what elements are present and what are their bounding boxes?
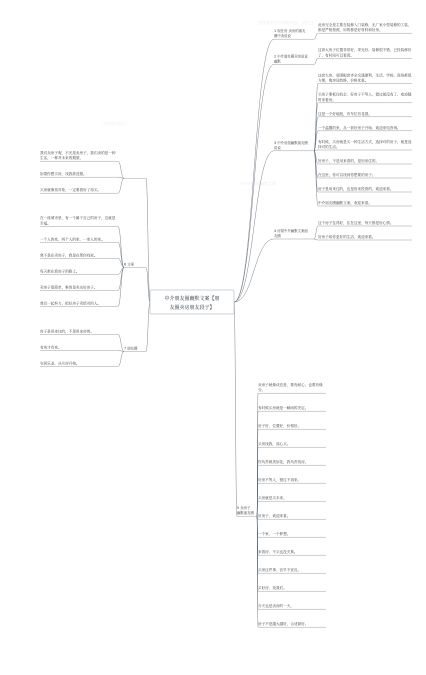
left-branch-2-item-6-text: 我们一起努力，把好房子卖给对的人。 [40, 301, 102, 306]
left-branch-1-item-2-text: 如果你想买房，找我准没错。 [40, 172, 87, 177]
left-branch-1-item-3[interactable] [40, 187, 118, 193]
right-branch-5-text: 5 卖房子 [237, 506, 251, 511]
left-branch-1-item-1[interactable] [40, 150, 118, 161]
right-branch-5-item-1-text: 卖房子就像谈恋爱，要有耐心，也要有缘 [258, 383, 323, 387]
right-branch-3-item-4[interactable] [318, 125, 412, 131]
right-branch-5-item-12[interactable] [258, 585, 326, 591]
right-branch-4-item-2[interactable] [318, 234, 412, 240]
right-branch-4-item-2-text: 好房子给你更好的生活，欢迎来看。 [318, 235, 376, 239]
right-branch-5-text: 幽默朋友圈 [237, 511, 254, 516]
left-branch-2-item-4[interactable] [40, 268, 118, 274]
right-branch-2-item-1[interactable] [318, 47, 412, 58]
edge-center-right-3 [234, 151, 274, 302]
edge-left-2-6 [118, 267, 124, 306]
right-branch-2-item-1-text: 了，有时间可以看看。 [318, 53, 354, 58]
right-branch-5-item-10[interactable] [258, 549, 326, 555]
left-branch-2-item-6[interactable] [40, 300, 118, 306]
central-topic[interactable] [150, 290, 234, 314]
right-branch-2-text: 2 中介朋友圈卖房说说 [274, 54, 308, 59]
right-branch-3-item-7[interactable] [318, 172, 412, 178]
right-branch-3-text: 3 中介房屋幽默朋友圈 [274, 140, 308, 145]
right-branch-1-item-1-text: 都是严格按照，用的都是好材料和好房。 [318, 28, 383, 33]
right-branch-4-item-1-text: 这个房子住得好，住在这里，每天都是好心情。 [318, 221, 394, 225]
right-branch-3[interactable] [274, 140, 314, 151]
left-branch-3-item-3[interactable] [40, 360, 118, 366]
right-branch-1-text: 1 现在房 卖房的朋友 [274, 29, 306, 34]
left-branch-3-item-1-text: 房子是用来住的，不是用来炒的。 [40, 329, 94, 334]
right-branch-2-item-1-text: 这套大房子位置非常好，采光好，装修很不错，已经装修好 [318, 48, 412, 53]
left-branch-2-item-3-text: 我不是在卖房子，我是在帮你找家。 [40, 253, 98, 258]
left-branch-1-item-3-text: 买房就像找对象，一定要看好了再买。 [40, 188, 102, 193]
right-branch-5-item-5[interactable] [258, 459, 326, 465]
left-branch-3-item-2[interactable] [40, 344, 118, 350]
right-branch-3-item-1-text: 这套大房，周围配套齐全交通便利，生活，学校，商场都很 [318, 73, 412, 78]
right-branch-3-item-5-text: 择对的生活。 [318, 145, 340, 149]
connector-layer [118, 33, 318, 627]
right-branch-5-item-6[interactable] [258, 477, 326, 483]
right-branch-5-item-1[interactable] [258, 382, 326, 393]
left-branch-3[interactable] [124, 345, 146, 351]
right-branch-5-item-4[interactable] [258, 441, 326, 447]
left-branch-1-item-1-text: 生活，一种对未来的期望。 [40, 156, 84, 161]
right-branch-3-item-7-text: 在这里，你可以找到你想要的房子。 [318, 173, 376, 177]
right-branch-4-text: 4 房屋中介幽默文案朋 [274, 229, 308, 233]
left-branch-1-item-2[interactable] [40, 171, 118, 177]
right-branch-4-item-1[interactable] [318, 220, 412, 226]
right-branch-3-item-9[interactable] [318, 200, 412, 206]
left-branch-2-item-1-text: 在一座城市里，有一个属于自己的房子，这就是 [40, 216, 116, 221]
right-branch-5-item-4-text: 买房找我，放心买。 [258, 442, 291, 447]
right-branch-5-item-10-text: 来看房，不买也没关系。 [258, 550, 298, 555]
right-branch-1-text: 圈中卖说说 [274, 34, 291, 39]
right-branch-3-item-1[interactable] [318, 72, 412, 83]
edge-left-3-3 [118, 351, 124, 366]
right-branch-3-item-2-text: 买房子要抓住机会，好房子不等人，错过就没有了，欢迎随 [318, 92, 412, 97]
right-branch-5-item-11[interactable] [258, 567, 326, 573]
left-branch-3-item-3-text: 安居乐业，从买房开始。 [40, 361, 80, 366]
edge-center-left-3 [146, 302, 150, 351]
right-branch-3-item-8-text: 房子是用来住的，也是用来投资的，欢迎来看。 [318, 187, 394, 191]
right-branch-5-item-13[interactable] [258, 603, 326, 609]
left-branch-2-item-2-text: 一个人的家，两个人的家，一家人的家。 [40, 237, 105, 242]
right-branch-3-item-5[interactable] [318, 139, 412, 150]
central-topic-line-2: 友圈卖房朋友段子】 [169, 305, 215, 311]
left-branch-2-item-2[interactable] [40, 236, 118, 242]
right-branch-5-item-8-text: 好房子，欢迎来看。 [258, 514, 291, 519]
watermark-text: 想要获取更多精彩内容，请关注： [258, 20, 318, 25]
right-branch-3-item-2[interactable] [318, 92, 412, 103]
central-topic-line-1: 中介朋友圈幽默文案【朋 [164, 296, 220, 302]
edge-right-2-1 [314, 58, 318, 64]
left-branch-2-text: 6 文案 [124, 262, 135, 267]
right-branch-5-item-5-text: 你负责貌美如花，我负责找房。 [258, 460, 309, 465]
right-branch-3-item-3-text: 这是一个好地段，有车位有花园。 [318, 111, 372, 116]
right-branch-5-item-9[interactable] [258, 531, 326, 537]
right-branch-5-item-1-text: 分。 [258, 388, 266, 393]
left-branch-3-item-1[interactable] [40, 328, 118, 334]
right-branch-1-item-1[interactable] [318, 22, 412, 33]
edge-right-4-2 [314, 239, 318, 240]
left-branch-2-item-4-text: 每天都在看房子的路上。 [40, 269, 80, 274]
right-branch-1[interactable] [274, 28, 314, 39]
right-branch-3-text: 说说 [274, 145, 281, 150]
right-branch-3-item-9-text: 中介朋友圈幽默文案，欢迎来看。 [318, 201, 372, 205]
right-branch-3-item-4-text: 一个温馨的家，从一套好房子开始，欢迎来电咨询。 [318, 125, 401, 130]
watermark-text: 中介朋友圈幽默文案 [240, 181, 276, 186]
right-branch-4[interactable] [274, 228, 314, 239]
right-branch-5-item-13-text: 今天也是卖房的一天。 [258, 604, 294, 609]
left-branch-2[interactable] [124, 261, 146, 267]
right-branch-2[interactable] [274, 53, 314, 64]
watermark-layer [103, 19, 318, 186]
right-branch-5-item-2-text: 有时候买房就是一瞬间的决定。 [258, 406, 309, 411]
left-branch-2-item-5[interactable] [40, 284, 118, 290]
right-branch-5-item-9-text: 一个家，一个梦想。 [258, 532, 291, 537]
edge-left-2-1 [118, 226, 124, 267]
right-branch-3-item-6-text: 好房子，不是用来看的，是用来住的。 [318, 159, 380, 163]
left-branch-2-item-1-text: 幸福。 [40, 221, 51, 226]
right-branch-5-item-2[interactable] [258, 405, 326, 411]
left-branch-2-item-5-text: 卖房子很简单，难的是卖出好房子。 [40, 285, 98, 290]
node-layer [40, 22, 412, 627]
edge-center-right-1 [234, 39, 274, 302]
right-branch-5-item-8[interactable] [258, 513, 326, 519]
right-branch-5-item-12-text: 买好房，找我们。 [258, 586, 287, 591]
left-branch-2-item-3[interactable] [40, 252, 118, 258]
right-branch-3-item-8[interactable] [318, 186, 412, 192]
right-branch-1-item-1-text: 此房完全是主要在装修入门装修，无厂家小型装修的工装， [318, 23, 412, 27]
edge-right-1-1 [314, 33, 318, 39]
right-branch-5-item-7[interactable] [258, 495, 326, 501]
right-branch-3-item-6[interactable] [318, 158, 412, 164]
edge-left-1-3 [118, 178, 124, 193]
right-branch-5[interactable] [237, 505, 257, 516]
right-branch-3-item-5-text: 有时候，买房就是买一种生活方式，选择对的房子，就是选 [318, 139, 412, 144]
left-branch-1-item-1-text: 我们卖房子呢，不光是卖房子，我们卖的是一种 [40, 151, 116, 155]
left-branch-3-item-2-text: 有房才有家。 [40, 345, 62, 350]
edge-center-right-5 [234, 302, 237, 516]
watermark-text: 卖房朋友段子 [103, 121, 127, 126]
right-branch-5-item-14-text: 房子不是越大越好，合适最好。 [258, 622, 309, 627]
right-branch-3-item-2-text: 时来看房。 [318, 97, 336, 102]
right-branch-5-item-3[interactable] [258, 423, 326, 429]
right-branch-2-text: 幽默 [274, 59, 281, 64]
left-branch-2-item-1[interactable] [40, 215, 118, 226]
right-branch-5-item-6-text: 好房不等人，错过不再来。 [258, 478, 302, 483]
right-branch-5-item-11-text: 买房这件事，宜早不宜迟。 [258, 568, 302, 573]
right-branch-4-text: 友圈 [274, 234, 281, 238]
right-branch-3-item-3[interactable] [318, 111, 412, 117]
right-branch-5-item-14[interactable] [258, 621, 326, 627]
right-branch-5-item-3-text: 房子好，位置好，价格好。 [258, 424, 302, 429]
left-branch-3-text: 7 朋友圈 [124, 346, 138, 351]
right-branch-5-item-7-text: 买房就是买未来。 [258, 496, 287, 501]
right-branch-3-item-1-text: 方便，购房送装修，价格优惠。 [318, 78, 369, 83]
edge-left-1-1 [118, 161, 124, 178]
